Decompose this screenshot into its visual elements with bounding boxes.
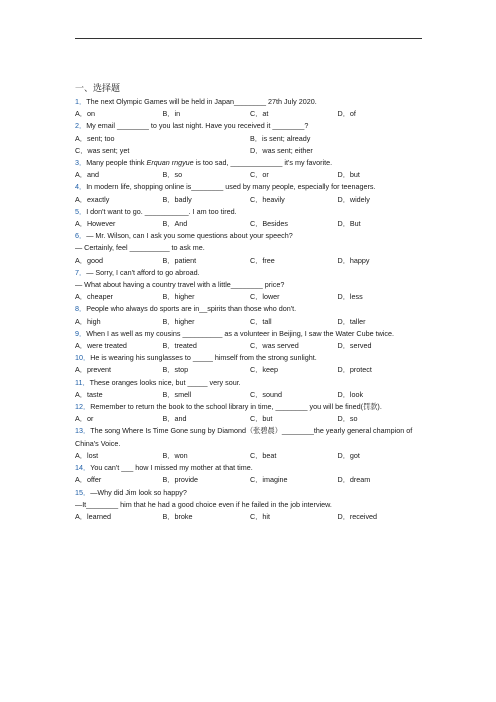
option-b: B．stop: [162, 365, 189, 375]
option-d: D．less: [337, 292, 363, 302]
option-d: D．widely: [337, 194, 370, 204]
option-a: A．offer: [75, 475, 102, 485]
question-6-reply: — Certainly, feel __________ to ask me.: [75, 243, 205, 253]
option-b: B．and: [162, 414, 187, 424]
question-15-reply: —It________ him that he had a good choice even if he failed in the job interview.: [75, 499, 332, 509]
option-b: B．won: [162, 450, 188, 460]
option-c: C．Besides: [250, 219, 288, 229]
question-15: 15．—Why did Jim look so happy?: [75, 487, 187, 497]
option-d: D．served: [337, 341, 372, 351]
option-d: D．But: [337, 219, 361, 229]
option-c: C．but: [250, 414, 273, 424]
option-a: A．on: [75, 109, 95, 119]
options-15: [75, 511, 425, 523]
question-3: 3．Many people think Erquan rngyue is too sad, _____________ it's my favorite.: [75, 158, 333, 168]
option-a: A．good: [75, 255, 103, 265]
option-d: D．received: [337, 511, 378, 521]
option-b: B．patient: [162, 255, 197, 265]
question-8: 8．People who always do sports are in__spirits than those who don't.: [75, 304, 297, 314]
options-14: [75, 474, 425, 486]
option-a: A．lost: [75, 450, 99, 460]
option-b: B．so: [162, 170, 183, 180]
question-2: 2．My email ________ to you last night. Have you received it ________?: [75, 121, 309, 131]
option-c: C．was served: [250, 341, 299, 351]
option-c: C．or: [250, 170, 269, 180]
question-10: 10．He is wearing his sunglasses to _____ himself from the strong sunlight.: [75, 353, 317, 363]
option-d: D．dream: [337, 475, 371, 485]
options-4: [75, 194, 425, 206]
option-d: D．got: [337, 450, 360, 460]
option-a: A．and: [75, 170, 99, 180]
option-d: D．was sent; either: [250, 145, 313, 155]
option-a: A．taste: [75, 389, 103, 399]
question-13: 13．The song Where Is Time Gone sung by Diamond（张碧晨）________the yearly general champion of China's Voice.: [75, 426, 413, 448]
options-8: [75, 316, 425, 328]
question-7: 7．— Sorry, I can't afford to go abroad.: [75, 267, 200, 277]
option-c: C．tall: [250, 316, 272, 326]
option-a: A．or: [75, 414, 94, 424]
options-11: [75, 389, 425, 401]
options-2-row-1: [75, 133, 425, 145]
options-6: [75, 255, 425, 267]
option-a: A．sent; too: [75, 133, 115, 143]
option-d: D．of: [337, 109, 356, 119]
options-10: [75, 364, 425, 376]
option-c: C．was sent; yet: [75, 145, 130, 155]
options-1: [75, 108, 425, 120]
options-12: [75, 413, 425, 425]
question-14: 14．You can't ___ how I missed my mother at that time.: [75, 463, 253, 473]
option-a: A．However: [75, 219, 116, 229]
option-b: B．is sent; already: [250, 133, 311, 143]
option-b: B．treated: [162, 341, 197, 351]
options-7: [75, 291, 425, 303]
option-d: D．taller: [337, 316, 366, 326]
option-a: A．prevent: [75, 365, 111, 375]
option-b: B．And: [162, 219, 188, 229]
question-1: 1．The next Olympic Games will be held in Japan________ 27th July 2020.: [75, 97, 317, 106]
option-d: D．protect: [337, 365, 372, 375]
section-title: 一、选择题: [75, 83, 121, 93]
option-b: B．smell: [162, 389, 192, 399]
option-a: A．learned: [75, 511, 111, 521]
option-c: C．sound: [250, 389, 282, 399]
header-rule: [75, 38, 422, 39]
question-5: 5．I don't want to go. ___________. I am too tired.: [75, 206, 237, 216]
question-6: 6．— Mr. Wilson, can I ask you some questions about your speech?: [75, 231, 293, 241]
option-a: A．were treated: [75, 341, 127, 351]
option-c: C．at: [250, 109, 269, 119]
option-b: B．badly: [162, 194, 192, 204]
option-c: C．keep: [250, 365, 278, 375]
option-c: C．heavily: [250, 194, 285, 204]
option-c: C．beat: [250, 450, 277, 460]
option-c: C．imagine: [250, 475, 288, 485]
question-11: 11．These oranges looks nice, but _____ very sour.: [75, 377, 241, 387]
question-12: 12．Remember to return the book to the school library in time, ________ you will be fined(罚款).: [75, 402, 382, 412]
question-7-reply: — What about having a country travel with a little________ price?: [75, 280, 285, 290]
option-b: B．higher: [162, 292, 195, 302]
option-d: D．so: [337, 414, 358, 424]
options-3: [75, 169, 425, 181]
option-b: B．higher: [162, 316, 195, 326]
option-b: B．provide: [162, 475, 199, 485]
question-4: 4．In modern life, shopping online is________ used by many people, especially for teenagers.: [75, 182, 376, 192]
option-b: B．broke: [162, 511, 193, 521]
option-a: A．cheaper: [75, 292, 113, 302]
option-d: D．happy: [337, 255, 370, 265]
option-b: B．in: [162, 109, 181, 119]
option-a: A．exactly: [75, 194, 110, 204]
option-c: C．lower: [250, 292, 280, 302]
options-2-row-2: [75, 145, 425, 157]
option-c: C．free: [250, 255, 275, 265]
question-list: [75, 82, 425, 523]
options-13: [75, 450, 425, 462]
options-9: [75, 340, 425, 352]
option-d: D．but: [337, 170, 360, 180]
option-a: A．high: [75, 316, 101, 326]
option-d: D．look: [337, 389, 364, 399]
option-c: C．hit: [250, 511, 270, 521]
song-title: Erquan rngyue: [146, 158, 194, 168]
question-9: 9．When I as well as my cousins __________ as a volunteer in Beijing, I saw the Water Cube twice.: [75, 328, 394, 338]
options-5: [75, 218, 425, 230]
